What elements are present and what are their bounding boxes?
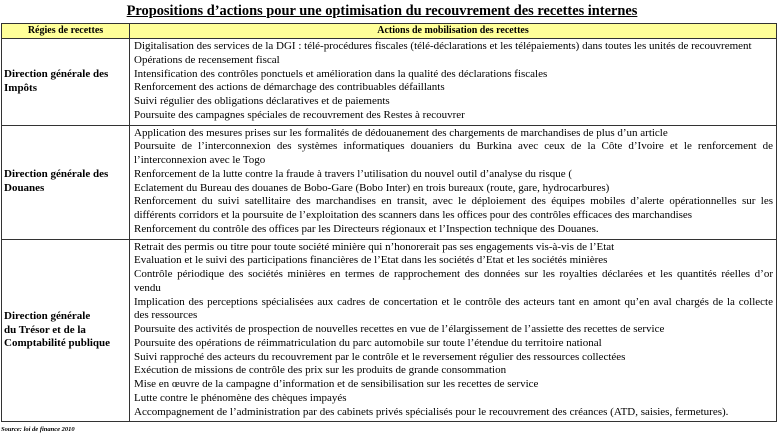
action-item bbox=[134, 140, 773, 168]
action-item bbox=[134, 40, 773, 54]
action-item bbox=[134, 268, 773, 296]
regie-cell bbox=[2, 239, 130, 422]
action-item bbox=[134, 364, 773, 378]
source-note: Source: loi de finance 2010 bbox=[1, 426, 75, 434]
action-line: Implication des perceptions spécialisées aux cadres de concertation et le contrôle des acteurs tant en amont qu’en aval chargés de la collecte bbox=[134, 295, 773, 308]
action-item bbox=[134, 254, 773, 268]
regie-label-line: Direction générale bbox=[4, 309, 91, 322]
action-line: Digitalisation des services de la DGI : télé-procédures fiscales (télé-déclarations et les télépaiements) dans toutes les unités de recouvrement bbox=[134, 40, 752, 52]
action-line: Poursuite des campagnes spéciales de recouvrement des Restes à recouvrer bbox=[134, 108, 465, 121]
action-line: Accompagnement de l’administration par des cabinets privés spécialisés pour le recouvrement des créances (ATD, saisies, fermetures). bbox=[134, 405, 729, 418]
action-line: Suivi régulier des obligations déclaratives et de paiements bbox=[134, 95, 390, 107]
table-row-tresor bbox=[2, 239, 777, 422]
action-line: vendu bbox=[134, 281, 161, 294]
regie-cell bbox=[2, 39, 130, 126]
header-regies: Régies de recettes bbox=[2, 24, 130, 39]
action-line: Renforcement de la lutte contre la fraude à travers l’utilisation du nouvel outil d’analyse du risque ( bbox=[134, 167, 573, 180]
action-item bbox=[134, 195, 773, 223]
action-item bbox=[134, 323, 773, 337]
action-line: Application des mesures prises sur les formalités de dédouanement des chargements de marchandises de plus d’un article bbox=[134, 126, 668, 139]
action-line: Contrôle périodique des sociétés minières en termes de rapprochement des données sur les royalties déclarées et les quantités réelles d’or bbox=[134, 268, 773, 280]
action-item bbox=[134, 351, 773, 365]
action-line: l’interconnexion avec le Togo bbox=[134, 154, 266, 166]
action-item bbox=[134, 109, 773, 123]
action-line: Mise en œuvre de la campagne d’information et de sensibilisation sur les recettes de service bbox=[134, 378, 539, 390]
regie-label-line: du Trésor et de la bbox=[4, 323, 86, 336]
action-line: Poursuite de l’interconnexion des systèmes informatiques douaniers du Burkina avec ceux de la Côte d’Ivoire et le renforcement de bbox=[134, 140, 773, 153]
action-item bbox=[134, 406, 773, 420]
action-line: Evaluation et le suivi des participations financières de l’Etat dans les sociétés d’Etat et les sociétés minières bbox=[134, 254, 608, 267]
regie-label-line: Direction générale des bbox=[4, 68, 109, 80]
action-item bbox=[134, 95, 773, 109]
action-line: Renforcement du contrôle des offices par les Directeurs régionaux et l’Inspection technique des Douanes. bbox=[134, 222, 599, 235]
action-line: Renforcement du suivi satellitaire des marchandises en transit, avec le déploiement des équipes mobiles d’alerte opérationnelles sur les bbox=[134, 195, 773, 208]
action-item bbox=[134, 68, 773, 82]
action-item bbox=[134, 337, 773, 351]
action-item bbox=[134, 182, 773, 196]
action-line: Opérations de recensement fiscal bbox=[134, 53, 280, 66]
regie-label-line: Douanes bbox=[4, 182, 45, 194]
action-line: Eclatement du Bureau des douanes de Bobo-Gare (Bobo Inter) en trois bureaux (route, gare, hydrocarbures) bbox=[134, 181, 610, 194]
action-item bbox=[134, 127, 773, 141]
actions-cell bbox=[130, 239, 777, 422]
action-item bbox=[134, 296, 773, 324]
action-item bbox=[134, 223, 773, 237]
table-row-impots bbox=[2, 39, 777, 126]
action-line: Lutte contre le phénomène des chèques impayés bbox=[134, 391, 347, 404]
table-header-row bbox=[2, 24, 777, 39]
action-line: Exécution de missions de contrôle des prix sur les produits de grande consommation bbox=[134, 364, 507, 377]
action-line: Retrait des permis ou titre pour toute société minière qui n’honorerait pas ses engagements vis-à-vis de l’Etat bbox=[134, 240, 615, 253]
regie-label-line: Impôts bbox=[4, 81, 38, 94]
action-item bbox=[134, 54, 773, 68]
actions-cell bbox=[130, 39, 777, 126]
action-item bbox=[134, 378, 773, 392]
regie-cell bbox=[2, 125, 130, 239]
table-row-douanes bbox=[2, 125, 777, 239]
table-wrapper bbox=[1, 23, 777, 434]
regie-label-line: Direction générale des bbox=[4, 168, 109, 181]
action-line: Poursuite des activités de prospection de nouvelles recettes en vue de l’élargissement de l’assiette des recettes de service bbox=[134, 323, 665, 335]
header-actions: Actions de mobilisation des recettes bbox=[130, 24, 777, 39]
actions-table bbox=[1, 23, 777, 422]
action-line: Suivi rapproché des acteurs du recouvrement par le contrôle et le reversement régulier des ressources collectées bbox=[134, 350, 626, 363]
action-item bbox=[134, 241, 773, 255]
action-line: Poursuite des opérations de réimmatriculation du parc automobile sur toute l’étendue du territoire national bbox=[134, 336, 602, 349]
regie-label-line: Comptabilité publique bbox=[4, 337, 111, 350]
action-line: différents corridors et la poursuite de l’exploitation des scanners dans les offices pour des contrôles efficaces des marchandises bbox=[134, 209, 693, 221]
action-item bbox=[134, 168, 773, 182]
action-line: des ressources bbox=[134, 309, 198, 322]
action-item bbox=[134, 81, 773, 95]
page-title: Propositions d’actions pour une optimisation du recouvrement des recettes internes bbox=[126, 3, 638, 19]
action-line: Renforcement des actions de démarchage des contribuables défaillants bbox=[134, 81, 445, 94]
actions-cell bbox=[130, 125, 777, 239]
action-line: Intensification des contrôles ponctuels et amélioration dans la qualité des déclarations fiscales bbox=[134, 67, 548, 80]
action-item bbox=[134, 392, 773, 406]
